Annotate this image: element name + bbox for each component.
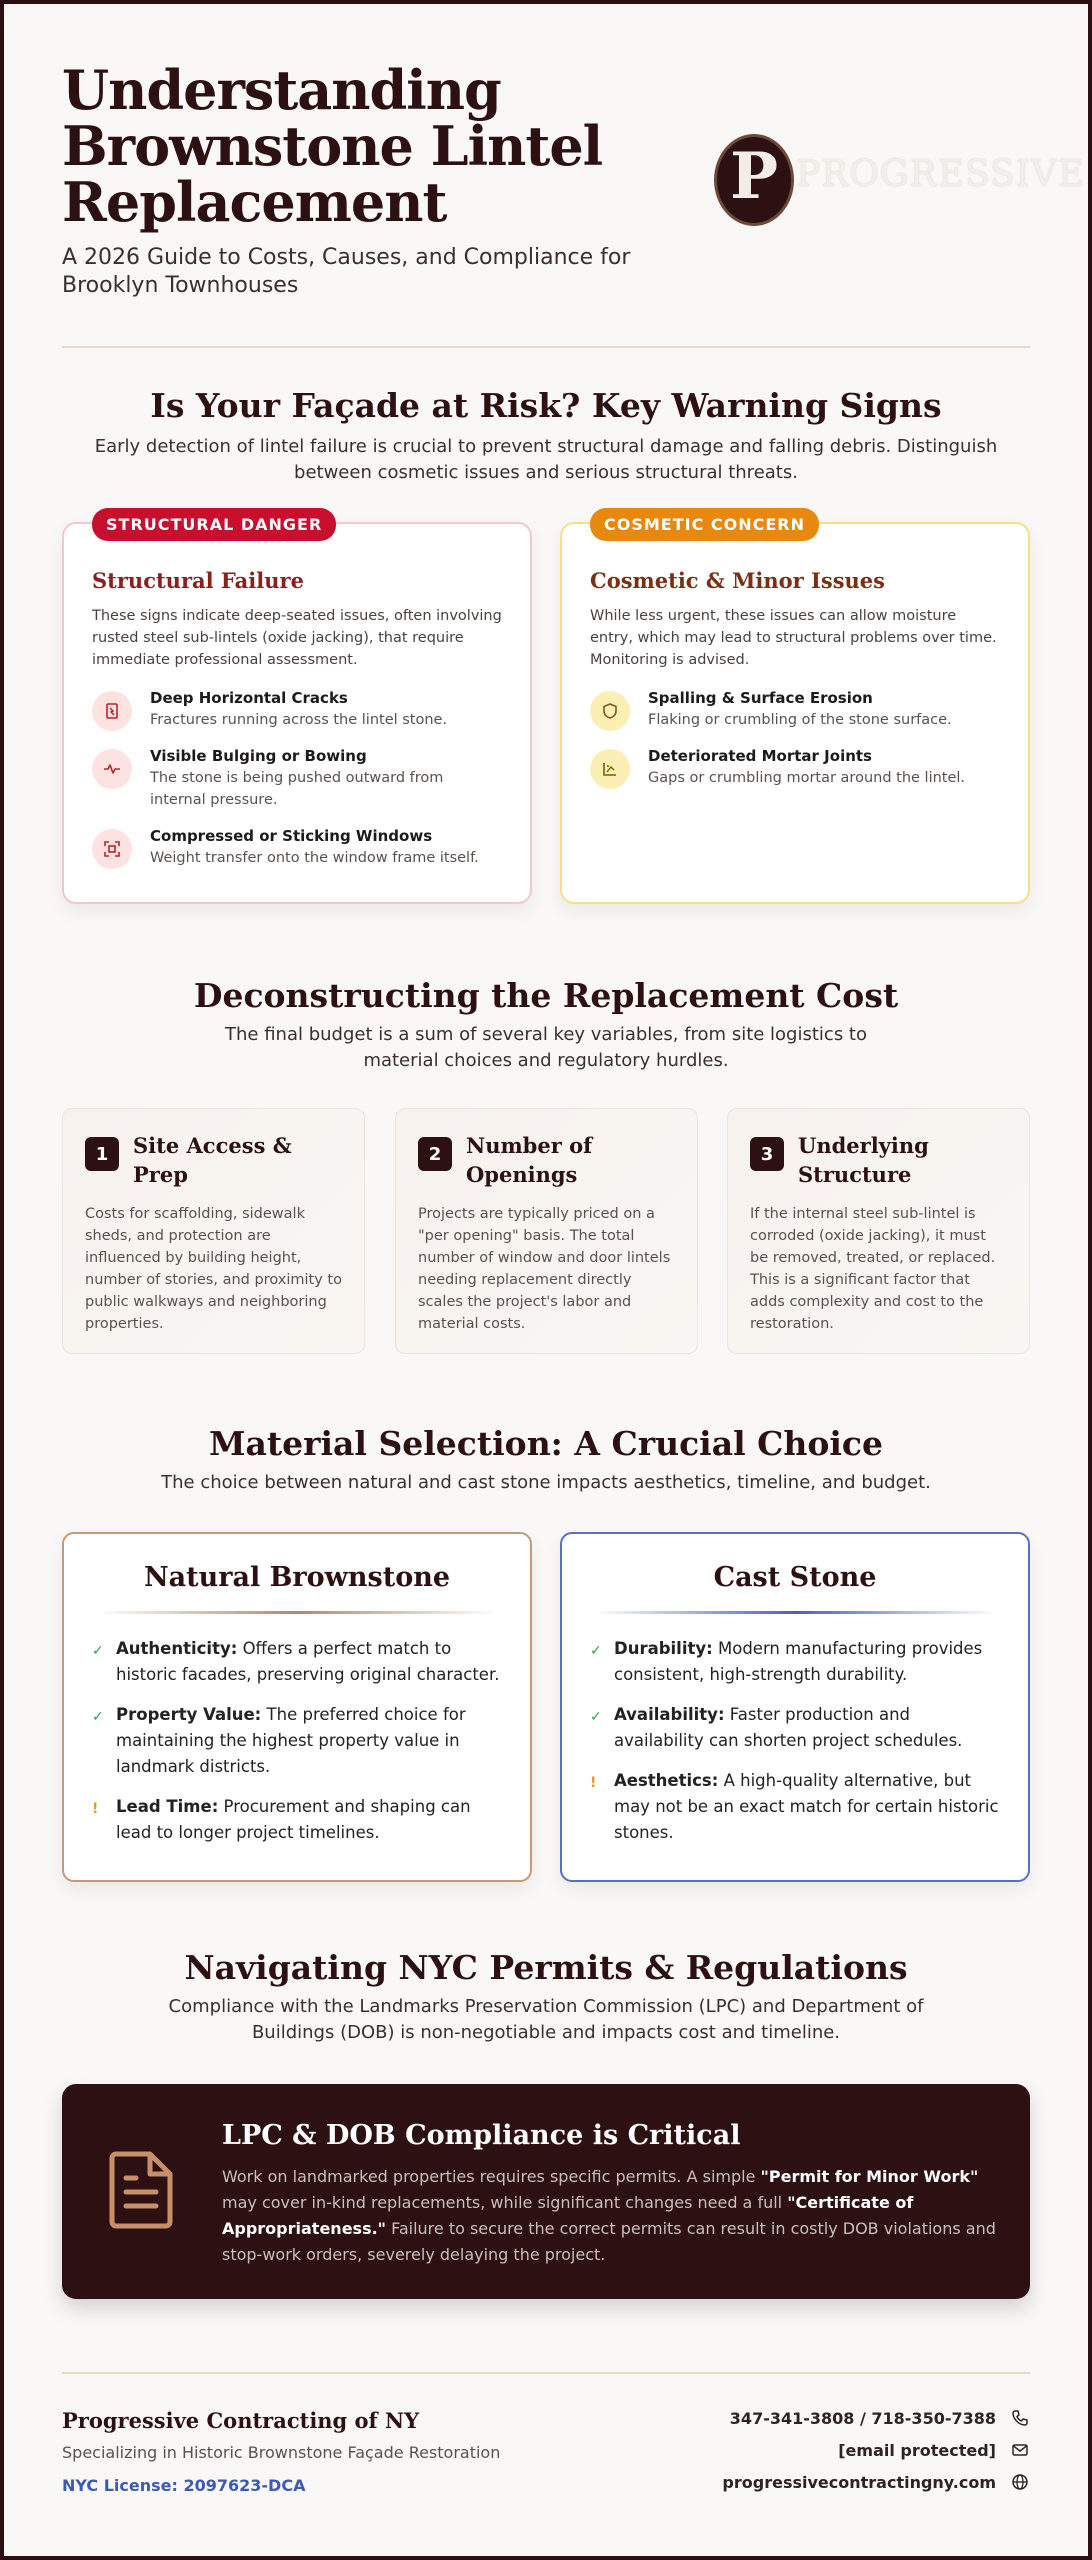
item-desc: The stone is being pushed outward from internal pressure. — [150, 770, 444, 808]
item-label: Availability: — [614, 1705, 725, 1724]
warning-section-title: Is Your Façade at Risk? Key Warning Signs — [150, 386, 942, 425]
compliance-callout — [62, 2084, 1030, 2299]
check-icon: ✓ — [590, 1709, 602, 1725]
page-subtitle: A 2026 Guide to Costs, Causes, and Compliance for Brooklyn Townhouses — [62, 245, 631, 298]
card-description: These signs indicate deep-seated issues, often involving rusted steel sub-lintels (oxide jacking), that require immediate professional assessment. — [92, 608, 502, 668]
website-link[interactable]: progressivecontractingny.com — [722, 2472, 996, 2492]
cost-section-title: Deconstructing the Replacement Cost — [193, 976, 899, 1015]
step-number: 3 — [750, 1137, 784, 1171]
list-item — [92, 689, 502, 731]
item-desc: Weight transfer onto the window frame itself. — [150, 850, 479, 866]
permits-section-title: Navigating NYC Permits & Regulations — [184, 1948, 908, 1987]
cost-card-desc: Projects are typically priced on a "per opening" basis. The total number of window and door lintels needing replacement directly scales the project's labor and material costs. — [418, 1206, 671, 1332]
natural-brownstone-card — [62, 1532, 532, 1882]
warning-icon: ! — [92, 1801, 99, 1817]
warning-section-subtitle: Early detection of lintel failure is crucial to prevent structural damage and falling debris. Distinguish between cosmetic issues and serious structural threats. — [94, 436, 998, 483]
cosmetic-concern-card — [560, 515, 1030, 904]
step-number: 2 — [418, 1137, 452, 1171]
item-text: Faster production and availability can shorten project schedules. — [614, 1705, 963, 1750]
check-icon: ✓ — [92, 1643, 104, 1659]
step-number: 1 — [85, 1137, 119, 1171]
cost-card-title: Site Access & Prep — [133, 1133, 292, 1187]
company-logo — [714, 134, 1086, 230]
list-item — [92, 1794, 502, 1846]
item-text: A high-quality alternative, but may not be an exact match for certain historic stones. — [614, 1771, 999, 1842]
item-label: Durability: — [614, 1639, 713, 1658]
phone-icon — [1010, 2408, 1030, 2428]
item-label: Lead Time: — [116, 1797, 219, 1816]
footer-company-info — [62, 2408, 500, 2495]
check-icon: ✓ — [92, 1709, 104, 1725]
item-title: Visible Bulging or Bowing — [150, 747, 367, 765]
item-text: Offers a perfect match to historic facades, preserving original character. — [116, 1639, 500, 1684]
cost-section-subtitle: The final budget is a sum of several key variables, from site logistics to material choices and regulatory hurdles. — [225, 1024, 867, 1071]
list-item — [92, 1636, 502, 1688]
warning-icon: ! — [590, 1775, 597, 1791]
item-desc: Gaps or crumbling mortar around the lintel. — [648, 770, 966, 786]
material-title: Cast Stone — [713, 1562, 877, 1593]
divider — [97, 1611, 497, 1614]
card-title: Cosmetic & Minor Issues — [590, 568, 885, 593]
page-title: Understanding Brownstone Lintel Replacement — [62, 58, 603, 234]
pulse-icon — [92, 749, 132, 789]
compress-icon — [92, 829, 132, 869]
item-desc: Fractures running across the lintel stone. — [150, 712, 448, 728]
crack-icon — [92, 691, 132, 731]
item-text: Modern manufacturing provides consistent, high-strength durability. — [614, 1639, 983, 1684]
cost-card-openings — [395, 1108, 698, 1354]
list-item — [92, 827, 502, 869]
logo-badge: P — [714, 134, 794, 226]
cost-card-title: Underlying Structure — [798, 1133, 929, 1187]
list-item — [92, 747, 502, 811]
card-title: Structural Failure — [92, 568, 304, 593]
item-title: Compressed or Sticking Windows — [150, 827, 433, 845]
cost-card-title: Number of Openings — [466, 1133, 593, 1187]
item-text: The preferred choice for maintaining the highest property value in landmark districts. — [116, 1705, 466, 1776]
list-item — [590, 689, 1000, 731]
email-row[interactable] — [722, 2440, 1030, 2460]
cost-card-site-access — [62, 1108, 365, 1354]
item-label: Property Value: — [116, 1705, 262, 1724]
item-desc: Flaking or crumbling of the stone surface. — [648, 712, 952, 728]
footer-contact — [722, 2408, 1030, 2504]
logo-wordmark: PROGRESSIVE — [796, 154, 1086, 195]
permits-section-subtitle: Compliance with the Landmarks Preservation Commission (LPC) and Department of Buildings (DOB) is non-negotiable and impacts cost and timeline. — [168, 1996, 924, 2043]
item-title: Deep Horizontal Cracks — [150, 689, 348, 707]
compliance-title: LPC & DOB Compliance is Critical — [222, 2120, 741, 2151]
divider — [62, 346, 1030, 348]
structural-danger-card — [62, 515, 532, 904]
document-icon — [108, 2150, 176, 2234]
company-name: Progressive Contracting of NY — [62, 2408, 420, 2433]
item-text: Procurement and shaping can lead to longer project timelines. — [116, 1797, 471, 1842]
item-label: Aesthetics: — [614, 1771, 719, 1790]
phone-number[interactable]: 347-341-3808 / 718-350-7388 — [729, 2408, 996, 2428]
check-icon: ✓ — [590, 1643, 602, 1659]
card-description: While less urgent, these issues can allow moisture entry, which may lead to structural problems over time. Monitoring is advised. — [590, 608, 997, 668]
item-title: Spalling & Surface Erosion — [648, 689, 873, 707]
shield-icon — [590, 691, 630, 731]
list-item — [590, 1768, 1000, 1846]
material-section-title: Material Selection: A Crucial Choice — [208, 1424, 884, 1463]
phone-row[interactable] — [722, 2408, 1030, 2428]
item-title: Deteriorated Mortar Joints — [648, 747, 872, 765]
cost-card-desc: If the internal steel sub-lintel is corroded (oxide jacking), it must be removed, treated, or replaced. This is a significant factor that adds complexity and cost to the restoration. — [750, 1206, 996, 1332]
website-row[interactable] — [722, 2472, 1030, 2492]
divider — [595, 1611, 995, 1614]
divider — [62, 2372, 1030, 2374]
company-tagline: Specializing in Historic Brownstone Façade Restoration — [62, 2443, 501, 2462]
structural-danger-badge: STRUCTURAL DANGER — [92, 508, 336, 541]
page-header — [62, 58, 662, 300]
material-title: Natural Brownstone — [143, 1562, 451, 1593]
cosmetic-concern-badge: COSMETIC CONCERN — [590, 508, 819, 541]
email-address[interactable]: [email protected] — [838, 2440, 996, 2460]
globe-icon — [1010, 2472, 1030, 2492]
cost-card-structure — [727, 1108, 1030, 1354]
list-item — [590, 1636, 1000, 1688]
list-item — [590, 747, 1000, 789]
compliance-text: Work on landmarked properties requires specific permits. A simple "Permit for Minor Work" may cover in-kind replacements, while significant changes need a full "Certificate of Appropriateness." Failure to secure the correct permits can result in costly DOB violations and stop-work orders, severely delaying the project. — [222, 2167, 996, 2264]
cost-card-desc: Costs for scaffolding, sidewalk sheds, and protection are influenced by building height, number of stories, and proximity to public walkways and neighboring properties. — [85, 1206, 342, 1332]
item-label: Authenticity: — [116, 1639, 238, 1658]
mortar-icon — [590, 749, 630, 789]
list-item — [92, 1702, 502, 1780]
mail-icon — [1010, 2440, 1030, 2460]
cast-stone-card — [560, 1532, 1030, 1882]
material-section-subtitle: The choice between natural and cast stone impacts aesthetics, timeline, and budget. — [161, 1472, 931, 1493]
license-number: NYC License: 2097623-DCA — [62, 2476, 306, 2495]
list-item — [590, 1702, 1000, 1754]
